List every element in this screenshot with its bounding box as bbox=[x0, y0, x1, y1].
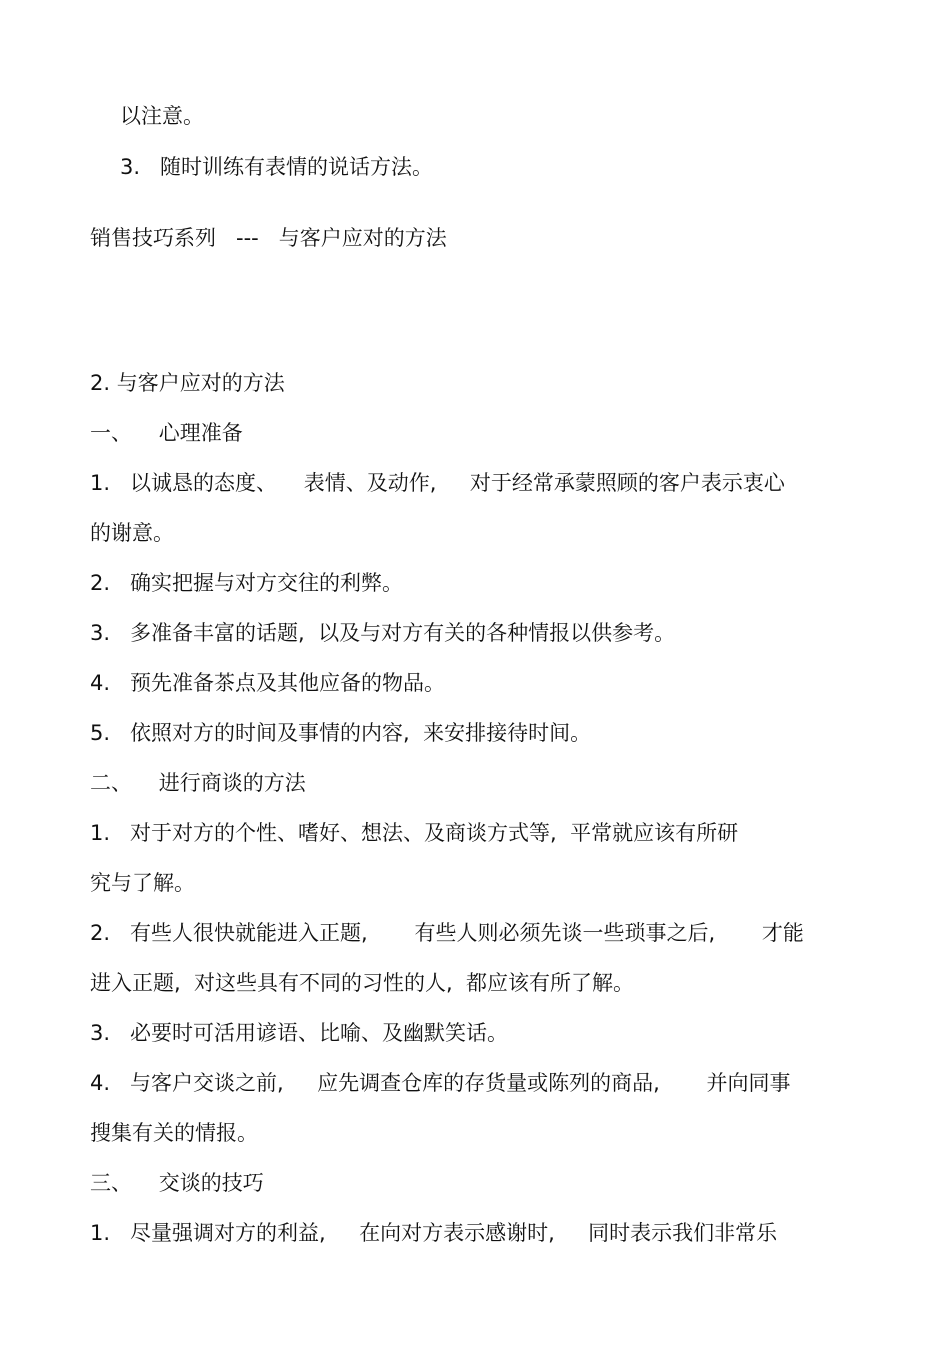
heading-2: 二、 进行商谈的方法 bbox=[90, 771, 306, 795]
section-title: 销售技巧系列 --- 与客户应对的方法 bbox=[90, 226, 447, 250]
text-line-15: 搜集有关的情报。 bbox=[90, 1121, 258, 1145]
text-line-3: 1. 以诚恳的态度、 表情、及动作, 对于经常承蒙照顾的客户表示衷心 bbox=[90, 471, 785, 495]
text-line-10: 究与了解。 bbox=[90, 871, 195, 895]
heading-1: 一、 心理准备 bbox=[90, 421, 243, 445]
text-line-9: 1. 对于对方的个性、嗜好、想法、及商谈方式等, 平常就应该有所研 bbox=[90, 821, 739, 845]
text-line-11: 2. 有些人很快就能进入正题, 有些人则必须先谈一些琐事之后, 才能 bbox=[90, 921, 804, 945]
text-line-4: 的谢意。 bbox=[90, 521, 174, 545]
text-line-6: 3. 多准备丰富的话题, 以及与对方有关的各种情报以供参考。 bbox=[90, 621, 676, 645]
subsection-heading: 2. 与客户应对的方法 bbox=[90, 371, 285, 395]
text-line-8: 5. 依照对方的时间及事情的内容, 来安排接待时间。 bbox=[90, 721, 592, 745]
heading-3: 三、 交谈的技巧 bbox=[90, 1171, 264, 1195]
text-line-12: 进入正题, 对这些具有不同的习性的人, 都应该有所了解。 bbox=[90, 971, 635, 995]
text-line-16: 1. 尽量强调对方的利益, 在向对方表示感谢时, 同时表示我们非常乐 bbox=[90, 1221, 778, 1245]
text-line-2: 3. 随时训练有表情的说话方法。 bbox=[120, 155, 434, 179]
text-line-14: 4. 与客户交谈之前, 应先调查仓库的存货量或陈列的商品, 并向同事 bbox=[90, 1071, 791, 1095]
text-line-7: 4. 预先准备茶点及其他应备的物品。 bbox=[90, 671, 446, 695]
text-line-1: 以注意。 bbox=[120, 104, 204, 128]
text-line-5: 2. 确实把握与对方交往的利弊。 bbox=[90, 571, 404, 595]
text-line-13: 3. 必要时可活用谚语、比喻、及幽默笑话。 bbox=[90, 1021, 509, 1045]
